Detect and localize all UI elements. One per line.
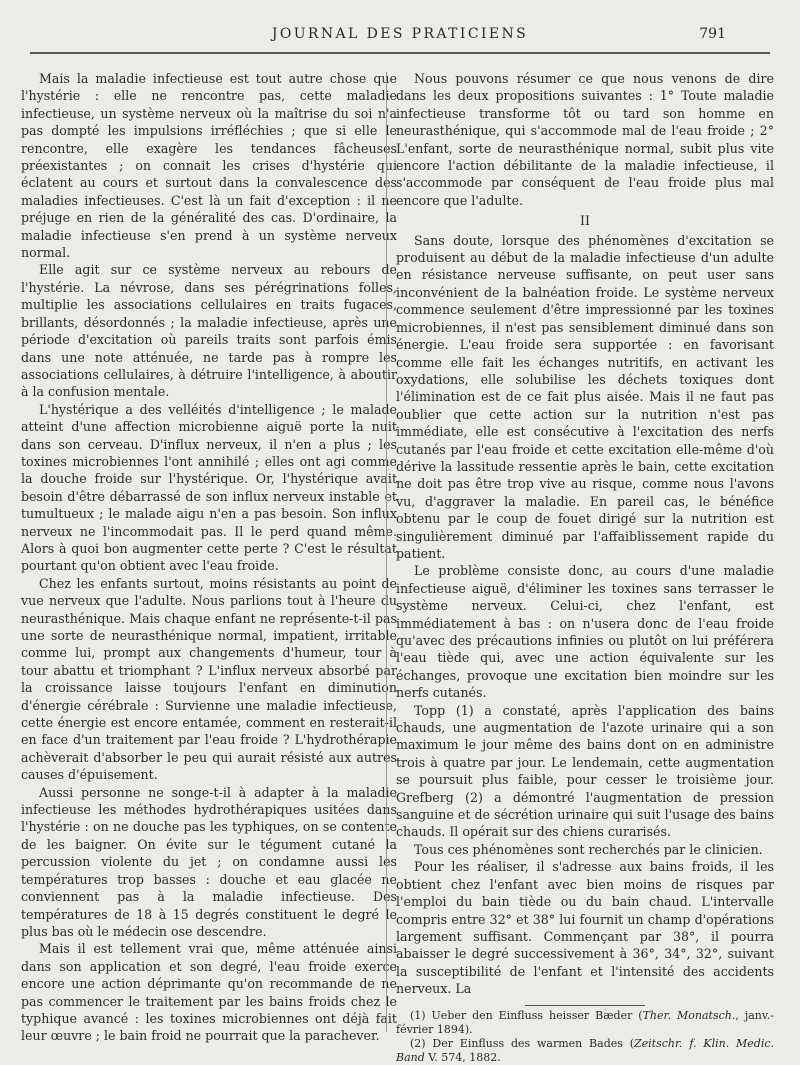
footnote-text: (2) Der Einfluss des warmen Bades ( xyxy=(410,1036,635,1050)
running-header xyxy=(30,26,770,48)
page-number: 791 xyxy=(699,26,726,42)
right-column xyxy=(396,70,774,1065)
paragraph: Nous pouvons résumer ce que nous venons de dire dans les deux propositions suivantes : 1° Toute maladie infectieuse transforme tôt ou tard son homme en neurasthénique, qui s'accommode mal de l'eau froide ; 2° L'enfant, sorte de neurasthénique normal, subit plus vite encore l'action débilitante de la maladie infectieuse, il s'accommode par conséquent de l'eau froide plus mal encore que l'adulte. xyxy=(396,71,774,208)
paragraph: L'hystérique a des velléités d'intelligence ; le malade atteint d'une affection microbienne aiguë porte la nuit dans son cerveau. D'influx nerveux, il n'en a plus ; les toxines microbiennes l'ont annihilé ; elles ont agi comme la douche froide sur l'hystérique. Or, l'hystérique avait besoin d'être débarrassé de son influx nerveux instable et tumultueux ; le malade aigu n'en a pas besoin. Son influx nerveux ne l'incommodait pas. Il le perd quand même. Alors à quoi bon augmenter cette perte ? C'est le résultat pourtant qu'on obtient avec l'eau froide. xyxy=(21,401,397,574)
paragraph: Tous ces phénomènes sont recherchés par le clinicien. xyxy=(414,841,763,857)
footnote-text: V. 574, 1882. xyxy=(424,1050,501,1064)
paragraph: Mais la maladie infectieuse est tout autre chose que l'hystérie : elle ne rencontre pas, cette maladie infectieuse, un système nerveux où la maîtrise du soi n'a pas dompté les impulsions irréfléchies ; que si elle le rencontre, elle exagère les tendances fâcheuses préexistantes ; on connait les crises d'hystérie qui éclatent au cours et surtout dans la convalescence des maladies infectieuses. C'est là un fait d'exception : il ne préjuge en rien de la généralité des cas. D'ordinaire, la maladie infectieuse s'en prend à un système nerveux normal. xyxy=(21,71,397,261)
paragraph: Chez les enfants surtout, moins résistants au point de vue nerveux que l'adulte. Nous parlions tout à l'heure du neurasthénique. Mais chaque enfant ne représente-t-il pas une sorte de neurasthénique normal, impatient, irritable comme lui, prompt aux changements d'humeur, tour à tour abattu et triomphant ? L'influx nerveux absorbé par la croissance laisse toujours l'enfant en diminution d'énergie cérébrale : Survienne une maladie infectieuse, cette énergie est encore entamée, comment en resterait-il en face d'un traitement par l'eau froide ? L'hydrothérapie achèverait d'absorber le peu qui aurait résisté aux autres causes d'épuisement. xyxy=(21,575,397,783)
footnote-text: , janv.-février 1894). xyxy=(396,1008,775,1036)
paragraph: Sans doute, lorsque des phénomènes d'excitation se produisent au début de la maladie infectieuse d'un adulte en résistance nerveuse suffisante, on peut user sans inconvénient de la balnéation froide. Le système nerveux commence seulement d'être impressionné par les toxines microbiennes, il n'est pas sensiblement diminué dans son énergie. L'eau froide sera supportée : en favorisant comme elle fait les échanges nutritifs, en activant les oxydations, elle solubilise les déchets toxiques dont l'élimination est de ce fait plus aisée. Mais il ne faut pas oublier que cette action sur la nutrition n'est pas immédiate, elle est consécutive à l'excitation des nerfs cutanés par l'eau froide et cette excitation elle-même d'où dérive la lassitude ressentie après le bain, cette excitation ne doit pas être trop vive au risque, comme nous l'avons vu, d'aggraver la maladie. En pareil cas, le bénéfice obtenu par le coup de fouet dirigé sur la nutrition est singulièrement diminué par l'affaiblissement rapide du patient. xyxy=(396,232,774,561)
footnote-2 xyxy=(396,1037,774,1065)
paragraph: Mais il est tellement vrai que, même atténuée ainsi dans son application et son degré, l'eau froide exerce encore une action déprimante qu'on recommande de ne pas commencer le traitement par les bains froids chez le typhique avancé : les toxines microbiennes ont déjà fait leur œuvre ; le bain froid ne pourrait que la parachever. xyxy=(21,941,397,1044)
paragraph: Elle agit sur ce système nerveux au rebours de l'hystérie. La névrose, dans ses pérégrinations folles, multiplie les associations cellulaires en traits fugaces, brillants, désordonnés ; la maladie infectieuse, après une période d'excitation où pareils traits sont parfois émis dans une note atténuée, ne tarde pas à rompre les associations cellulaires, à détruire l'intelligence, à aboutir à la confusion mentale. xyxy=(21,262,397,400)
footnote-journal: Zeitschr. f. Klin. Medic. Band xyxy=(396,1036,774,1064)
paragraph: Le problème consiste donc, au cours d'une maladie infectieuse aiguë, d'éliminer les toxines sans terrasser le système nerveux. Celui-ci, chez l'enfant, est immédiatement à bas : on n'usera donc de l'eau froide qu'avec des précautions infinies ou plutôt on lui préférera l'eau tiède qui, avec une action équivalente sur les échanges, provoque une excitation bien moindre sur les nerfs cutanés. xyxy=(396,563,774,701)
journal-title: JOURNAL DES PRATICIENS xyxy=(271,26,529,42)
footnote-rule xyxy=(525,1005,645,1006)
column-divider xyxy=(386,72,387,1032)
footnote-journal: Ther. Monatsch. xyxy=(642,1008,736,1022)
header-rule xyxy=(30,52,770,54)
section-number: II xyxy=(580,213,590,229)
footnote-text: (1) Ueber den Einfluss heisser Bæder ( xyxy=(410,1008,643,1022)
paragraph: Pour les réaliser, il s'adresse aux bains froids, il les obtient chez l'enfant avec bien moins de risques par l'emploi du bain tiède ou du bain chaud. L'intervalle compris entre 32° et 38° lui fournit un champ d'opérations largement suffisant. Commençant par 38°, il pourra abaisser le degré successivement à 36°, 34°, 32°, suivant la susceptibilité de l'enfant et l'intensité des accidents nerveux. La xyxy=(396,859,774,997)
footnote-1 xyxy=(396,1009,774,1037)
paragraph: Topp (1) a constaté, après l'application des bains chauds, une augmentation de l'azote urinaire qui a son maximum le jour même des bains dont on en administre trois à quatre par jour. Le lendemain, cette augmentation se poursuit plus faible, pour cesser le troisième jour. Grefberg (2) a démontré l'augmentation de pression sanguine et de sécrétion urinaire qui suit l'usage des bains chauds. Il opérait sur des chiens curarisés. xyxy=(396,702,774,840)
paragraph: Aussi personne ne songe-t-il à adapter à la maladie infectieuse les méthodes hydrothérapiques usitées dans l'hystérie : on ne douche pas les typhiques, on se contente de les baigner. On évite sur le tégument cutané la percussion violente du jet ; on condamne aussi les températures trop basses : douche et eau glacée ne conviennent pas à la maladie infectieuse. Des températures de 18 à 15 degrés constituent le degré le plus bas où le médecin ose descendre. xyxy=(21,784,397,939)
left-column xyxy=(21,70,397,1045)
